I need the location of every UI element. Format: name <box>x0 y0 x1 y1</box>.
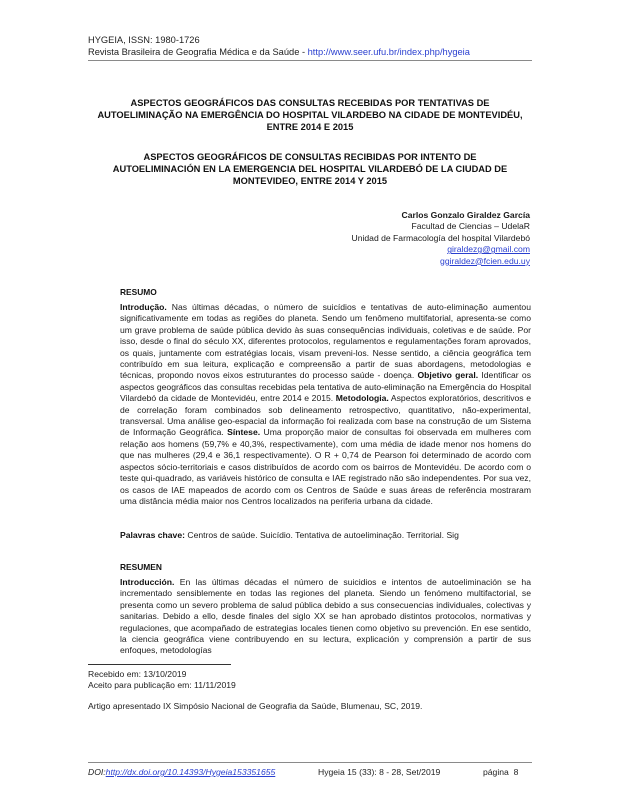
doi-link[interactable]: http://dx.doi.org/10.14393/Hygeia153351655 <box>105 767 276 777</box>
page-number: página 8 <box>483 767 519 777</box>
abstract-label: Introdução. <box>120 302 167 312</box>
author-email-link[interactable]: giraldezg@gmail.com <box>447 244 530 255</box>
resumo-keywords <box>120 530 531 541</box>
received-date: Recebido em: 13/10/2019 <box>88 669 187 679</box>
author-name: Carlos Gonzalo Giraldez García <box>401 210 530 220</box>
keywords-text: Centros de saúde. Suicídio. Tentativa de autoeliminação. Territorial. Sig <box>184 530 459 540</box>
footnotes <box>88 669 422 712</box>
abstract-label: Introducción. <box>120 577 175 587</box>
abstract-text: Aspectos exploratórios, descritivos e de correlação foram combinados sob delineamento retrospectivo, quantitativo, não-experimental, transversal. Uma análise geo-espacial da informação foi realizada com base na construção de um Sistema de Informação Geográfica. <box>120 393 531 438</box>
resumo-abstract <box>120 302 531 507</box>
abstract-text: Nas últimas décadas, o número de suicídios e tentativas de auto-eliminação aumentou significativamente em todas as regiões do planeta. Sendo um fenômeno multifatorial, apresenta-se como um grave problema de saúde pública devido às suas consequências individuais, coletivas e de saúde. Por isso, desde o final do século XX, diferentes protocolos, regulamentos e regulamentações foram aprovados, os quais, juntamente com estratégias locais, visam preveni-los. Nesse sentido, a ciência geográfica tem contribuído em sua leitura, explicação e compreensão a partir de suas abordagens, metodologias e técnicas, propondo novos eixos estruturantes do processo saúde - doença. <box>120 302 531 381</box>
title-es-line: AUTOELIMINACIÓN EN LA EMERGENCIA DEL HOSPITAL VILARDEBÓ DE LA CIUDAD DE <box>112 163 508 174</box>
title-pt-line: AUTOELIMINAÇÃO NA EMERGÊNCIA DO HOSPITAL VILARDEBO NA CIDADE DE MONTEVIDÉU, <box>97 109 523 120</box>
title-es-line: MONTEVIDEO, ENTRE 2014 Y 2015 <box>232 175 388 186</box>
title-pt-line: ASPECTOS GEOGRÁFICOS DAS CONSULTAS RECEBIDAS POR TENTATIVAS DE <box>130 98 490 108</box>
title-spanish <box>88 152 532 187</box>
title-portuguese <box>88 98 532 133</box>
running-header <box>88 34 470 58</box>
footnote-divider <box>88 664 231 665</box>
journal-url-link[interactable]: http://www.seer.ufu.br/index.php/hygeia <box>307 47 470 57</box>
author-block <box>351 210 530 267</box>
title-pt-line: ENTRE 2014 E 2015 <box>266 121 354 132</box>
abstract-text: En las últimas décadas el número de suicidios e intentos de autoeliminación se ha incrementado sensiblemente en todas las regiones del planeta. Siendo un fenómeno multifactorial, se presenta como un severo problema de salud pública debido a sus consecuencias individuales, colectivas y sanitarias. Debido a ello, desde finales del siglo XX se han aprobado distintos protocolos, normativas y regulaciones, que acompañado de estrategias locales tienen como objetivo su prevención. En ese sentido, la ciencia geográfica viene contribuyendo en su lectura, explicación y comprensión a partir de sus enfoques, metodologías <box>120 577 531 656</box>
doi-label: DOI: <box>88 767 106 777</box>
journal-issn: HYGEIA, ISSN: 1980-1726 <box>88 35 200 45</box>
author-email-link[interactable]: ggiraldez@fcien.edu.uy <box>440 255 530 266</box>
resumo-heading: RESUMO <box>120 287 157 297</box>
abstract-label: Metodologia. <box>335 393 389 404</box>
doi <box>88 767 275 777</box>
presentation-note: Artigo apresentado IX Simpósio Nacional de Geografia da Saúde, Blumenau, SC, 2019. <box>88 700 423 711</box>
abstract-text: Identificar os aspectos geográficos das consultas recebidas pela tentativa de auto-eliminação na Emergência do Hospital Vilardebó da cidade de Montevidéu, entre 2014 e 2015. <box>120 370 531 404</box>
abstract-text: Uma proporção maior de consultas foi observada em mulheres com relação aos homens (59,7% e 40,3%, respectivamente), com uma média de idade menor nos homens do que nas mulheres (29,4 e 36,1 respectivamente). O R + 0,74 de Pearson foi determinado de acordo com aspectos sócio-territoriais e casos distribuídos de acordo com os bairros de Montevidéu. De acordo com o teste qui-quadrado, as variáveis histórico de consulta e IAE registrado não são independentes. Por sua vez, os casos de IAE mapeados de acordo com os Centros de Saúde e suas áreas de referência mostraram uma distância média maior nos Centros localizados na periferia urbana da cidade. <box>120 427 532 506</box>
citation: Hygeia 15 (33): 8 - 28, Set/2019 <box>318 767 441 777</box>
author-affiliation: Unidad de Farmacología del hospital Vilardebó <box>351 232 530 243</box>
title-es-line: ASPECTOS GEOGRÁFICOS DE CONSULTAS RECIBIDAS POR INTENTO DE <box>143 152 477 162</box>
keywords-label: Palavras chave: <box>120 530 185 540</box>
footer-divider <box>88 762 532 763</box>
header-divider <box>88 60 532 61</box>
abstract-label: Síntese. <box>227 427 261 438</box>
author-affiliation: Facultad de Ciencias – UdelaR <box>411 221 530 232</box>
resumen-abstract <box>120 577 531 657</box>
abstract-label: Objetivo geral. <box>417 370 479 381</box>
resumen-heading: RESUMEN <box>120 562 162 572</box>
journal-subtitle: Revista Brasileira de Geografia Médica e da Saúde - http://www.seer.ufu.br/index.php/hygeia <box>88 47 470 57</box>
accepted-date: Aceito para publicação em: 11/11/2019 <box>88 680 236 691</box>
